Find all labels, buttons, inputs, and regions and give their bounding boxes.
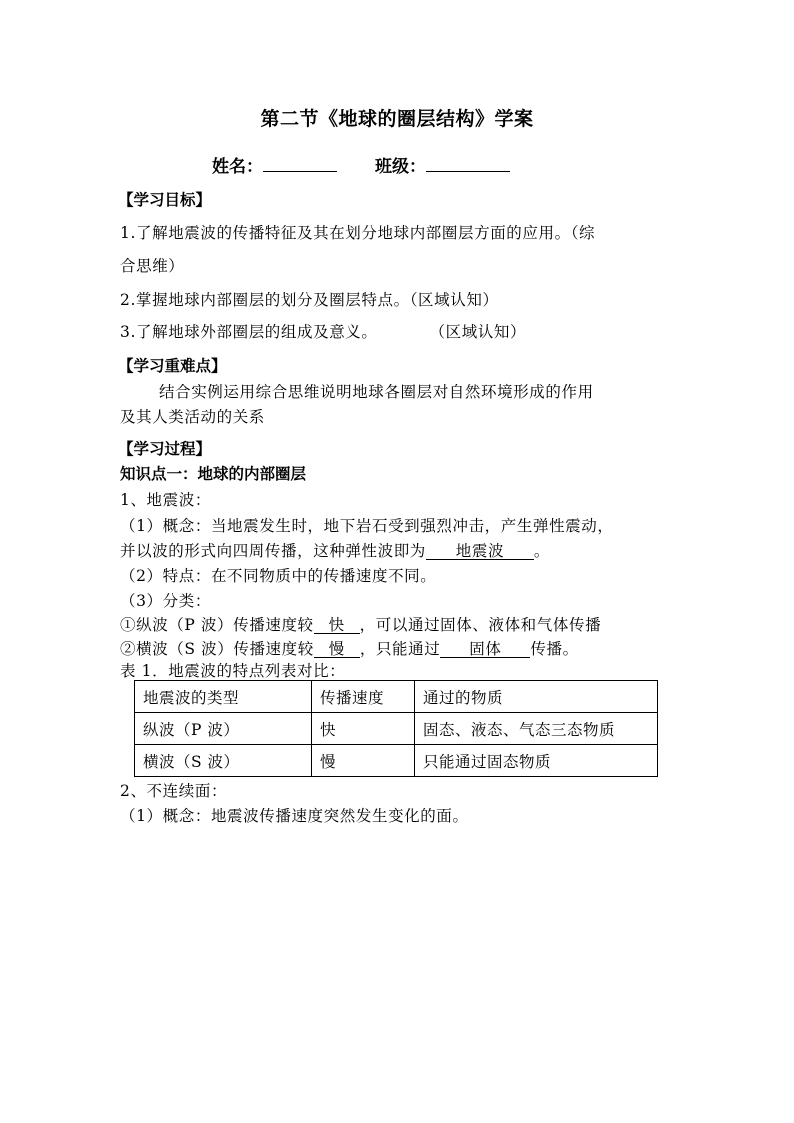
table-row	[135, 745, 658, 777]
table-row	[135, 713, 658, 745]
seismic-heading: 1、地震波：	[120, 491, 211, 509]
student-info-line	[212, 152, 510, 177]
table-cell: 快	[312, 713, 415, 745]
table-header-cell: 通过的物质	[415, 681, 658, 713]
concept-answer-blank[interactable]: 地震波	[426, 544, 534, 560]
s-wave-line	[120, 637, 579, 659]
discontinuity-concept: （1）概念：地震波传播速度突然发生变化的面。	[120, 807, 469, 825]
table-header-cell: 地震波的类型	[135, 681, 312, 713]
s-wave-mid: ，只能通过	[359, 640, 441, 658]
table-cell: 固态、液态、气态三态物质	[415, 713, 658, 745]
knowledge-point-1: 知识点一：地球的内部圈层	[120, 465, 307, 483]
table-cell: 只能通过固态物质	[415, 745, 658, 777]
table-cell: 纵波（P 波）	[135, 713, 312, 745]
key-points-line-1: 结合实例运用综合思维说明地球各圈层对自然环境形成的作用	[159, 383, 594, 401]
key-points-heading: 【学习重难点】	[118, 357, 227, 375]
page-title: 第二节《地球的圈层结构》学案	[260, 108, 534, 130]
table-cell: 慢	[312, 745, 415, 777]
seismic-classify: （3）分类：	[120, 592, 211, 610]
p-wave-line	[120, 613, 601, 635]
class-label: 班级：	[375, 157, 426, 177]
class-blank[interactable]	[426, 157, 510, 172]
goal-item-1-line-2: 合思维）	[120, 257, 185, 275]
s-wave-text: ②横波（S 波）传播速度较	[120, 640, 314, 658]
table-caption: 表 1．地震波的特点列表对比：	[120, 662, 346, 680]
process-heading: 【学习过程】	[118, 440, 212, 458]
p-wave-rest: ，可以通过固体、液体和气体传播	[359, 616, 602, 634]
goal-item-2: 2.掌握地球内部圈层的划分及圈层特点。（区域认知）	[120, 291, 499, 309]
seismic-concept-line-1: （1）概念：当地震发生时，地下岩石受到强烈冲击，产生弹性震动，	[120, 517, 614, 535]
table-cell: 横波（S 波）	[135, 745, 312, 777]
seismic-feature: （2）特点：在不同物质中的传播速度不同。	[120, 567, 437, 585]
seismic-concept-line-2	[120, 539, 550, 561]
discontinuity-heading: 2、不连续面：	[120, 782, 228, 800]
p-wave-answer-blank[interactable]: 快	[314, 618, 360, 634]
s-wave-answer-blank-2[interactable]: 固体	[440, 642, 530, 658]
concept-end: 。	[533, 542, 551, 560]
goal-item-1-line-1: 1.了解地震波的传播特征及其在划分地球内部圈层方面的应用。（综	[120, 224, 596, 242]
key-points-line-2: 及其人类活动的关系	[120, 408, 265, 426]
goal-item-3-text: 3.了解地球外部圈层的组成及意义。	[120, 323, 378, 341]
name-blank[interactable]	[263, 157, 337, 172]
s-wave-rest: 传播。	[530, 640, 579, 658]
goal-item-3-tag: （区域认知）	[429, 323, 527, 341]
goals-heading: 【学习目标】	[118, 191, 212, 209]
table-header-row	[135, 681, 658, 713]
seismic-wave-table	[134, 680, 658, 777]
p-wave-text: ①纵波（P 波）传播速度较	[120, 616, 314, 634]
name-label: 姓名：	[212, 157, 263, 177]
table-header-cell: 传播速度	[312, 681, 415, 713]
concept-text: 并以波的形式向四周传播，这种弹性波即为	[120, 542, 426, 560]
goal-item-3	[120, 320, 526, 342]
s-wave-answer-blank[interactable]: 慢	[314, 642, 360, 658]
